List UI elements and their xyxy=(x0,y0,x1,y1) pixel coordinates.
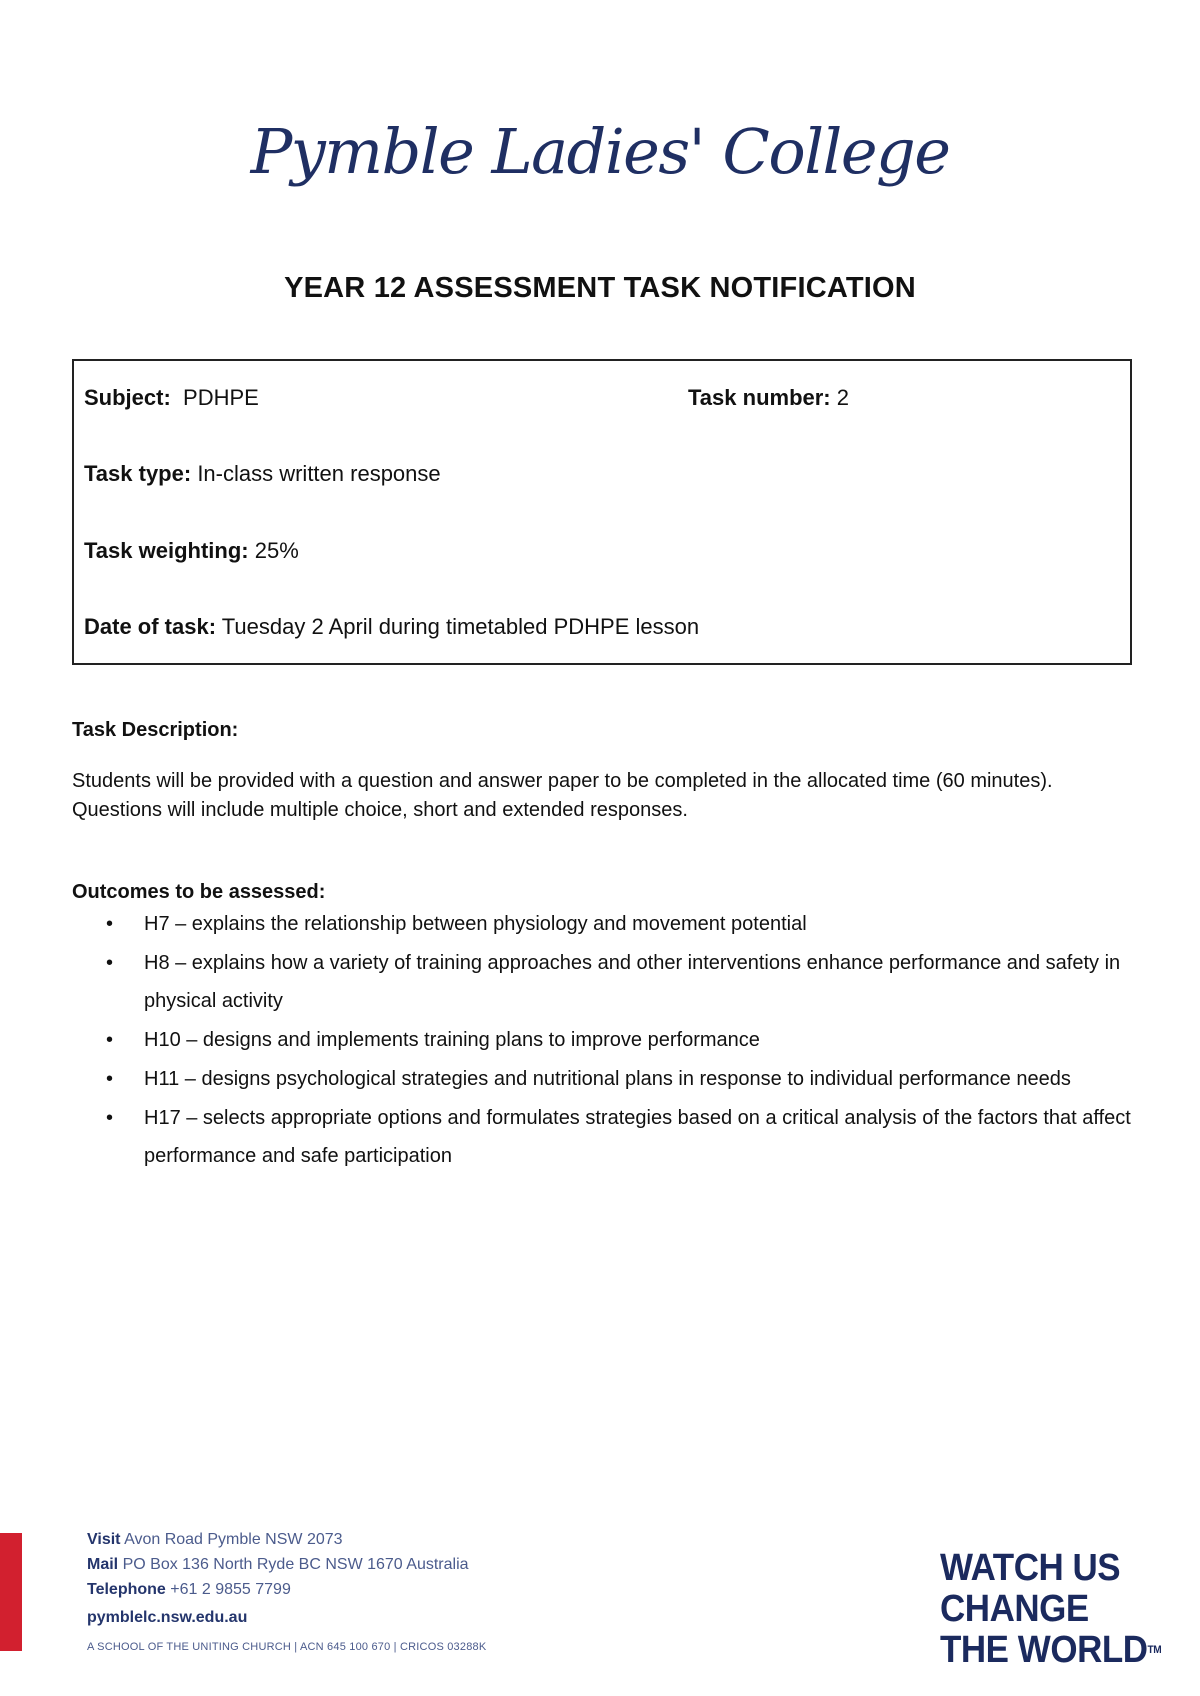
outcome-text: H11 – designs psychological strategies and nutritional plans in response to individual performance needs xyxy=(144,1068,1071,1090)
trademark-mark: TM xyxy=(1147,1644,1162,1656)
telephone-value: +61 2 9855 7799 xyxy=(170,1581,291,1598)
outcomes-list xyxy=(72,905,1132,1176)
college-logo xyxy=(0,96,1200,206)
footer-fine-print: A SCHOOL OF THE UNITING CHURCH | ACN 645 100 670 | CRICOS 03288K xyxy=(87,1641,487,1653)
slogan-line: THE WORLD™ xyxy=(940,1629,1162,1671)
task-date-value: Tuesday 2 April during timetabled PDHPE lesson xyxy=(221,614,700,639)
task-type-value: In-class written response xyxy=(197,461,441,486)
mail-label: Mail xyxy=(87,1556,119,1573)
task-date-field xyxy=(84,614,699,640)
outcome-text: H17 – selects appropriate options and formulates strategies based on a critical analysis of the factors that affect performance and safe participation xyxy=(144,1107,1131,1167)
task-weighting-label: Task weighting: xyxy=(84,538,249,563)
task-number-value: 2 xyxy=(836,385,849,410)
footer-accent-bar xyxy=(0,1533,22,1651)
task-type-label: Task type: xyxy=(84,461,192,486)
bullet-icon: • xyxy=(106,1107,114,1129)
footer-website-link[interactable]: pymblelc.nsw.edu.au xyxy=(87,1609,248,1626)
footer-visit xyxy=(87,1527,486,1552)
bullet-icon: • xyxy=(106,1029,114,1051)
outcome-item xyxy=(72,944,1132,1020)
slogan-logo xyxy=(940,1548,1161,1671)
task-type-field xyxy=(84,461,441,487)
subject-label: Subject: xyxy=(84,385,171,410)
task-description-heading: Task Description: xyxy=(72,719,239,741)
task-details-box xyxy=(72,359,1132,665)
slogan-line: WATCH US xyxy=(940,1547,1121,1589)
telephone-label: Telephone xyxy=(87,1581,166,1598)
footer-mail xyxy=(87,1552,486,1577)
footer-contact xyxy=(87,1527,486,1660)
page-title: YEAR 12 ASSESSMENT TASK NOTIFICATION xyxy=(284,272,916,304)
mail-value: PO Box 136 North Ryde BC NSW 1670 Australia xyxy=(122,1556,469,1573)
visit-value: Avon Road Pymble NSW 2073 xyxy=(124,1531,343,1548)
outcome-item xyxy=(72,905,1132,943)
outcome-text: H10 – designs and implements training plans to improve performance xyxy=(144,1029,760,1051)
outcome-item xyxy=(72,1099,1132,1175)
outcome-item xyxy=(72,1060,1132,1098)
bullet-icon: • xyxy=(106,1068,114,1090)
logo-wordmark: Pymble Ladies' College xyxy=(250,114,950,188)
task-number-field xyxy=(688,385,849,411)
task-number-label: Task number: xyxy=(688,385,831,410)
subject-field xyxy=(84,385,259,411)
outcomes-heading: Outcomes to be assessed: xyxy=(72,881,326,903)
task-description-body: Students will be provided with a question and answer paper to be completed in the allocated time (60 minutes). Questions will include multiple choice, short and extended responses. xyxy=(72,770,1053,821)
bullet-icon: • xyxy=(106,952,114,974)
subject-value: PDHPE xyxy=(183,385,259,410)
task-date-label: Date of task: xyxy=(84,614,217,639)
outcome-item xyxy=(72,1021,1132,1059)
footer-telephone xyxy=(87,1577,486,1602)
outcome-text: H8 – explains how a variety of training approaches and other interventions enhance performance and safety in physical activity xyxy=(144,952,1121,1012)
task-weighting-field xyxy=(84,538,299,564)
visit-label: Visit xyxy=(87,1531,121,1548)
slogan-line: CHANGE xyxy=(940,1588,1089,1630)
task-weighting-value: 25% xyxy=(254,538,299,563)
bullet-icon: • xyxy=(106,913,114,935)
outcome-text: H7 – explains the relationship between physiology and movement potential xyxy=(144,913,807,935)
